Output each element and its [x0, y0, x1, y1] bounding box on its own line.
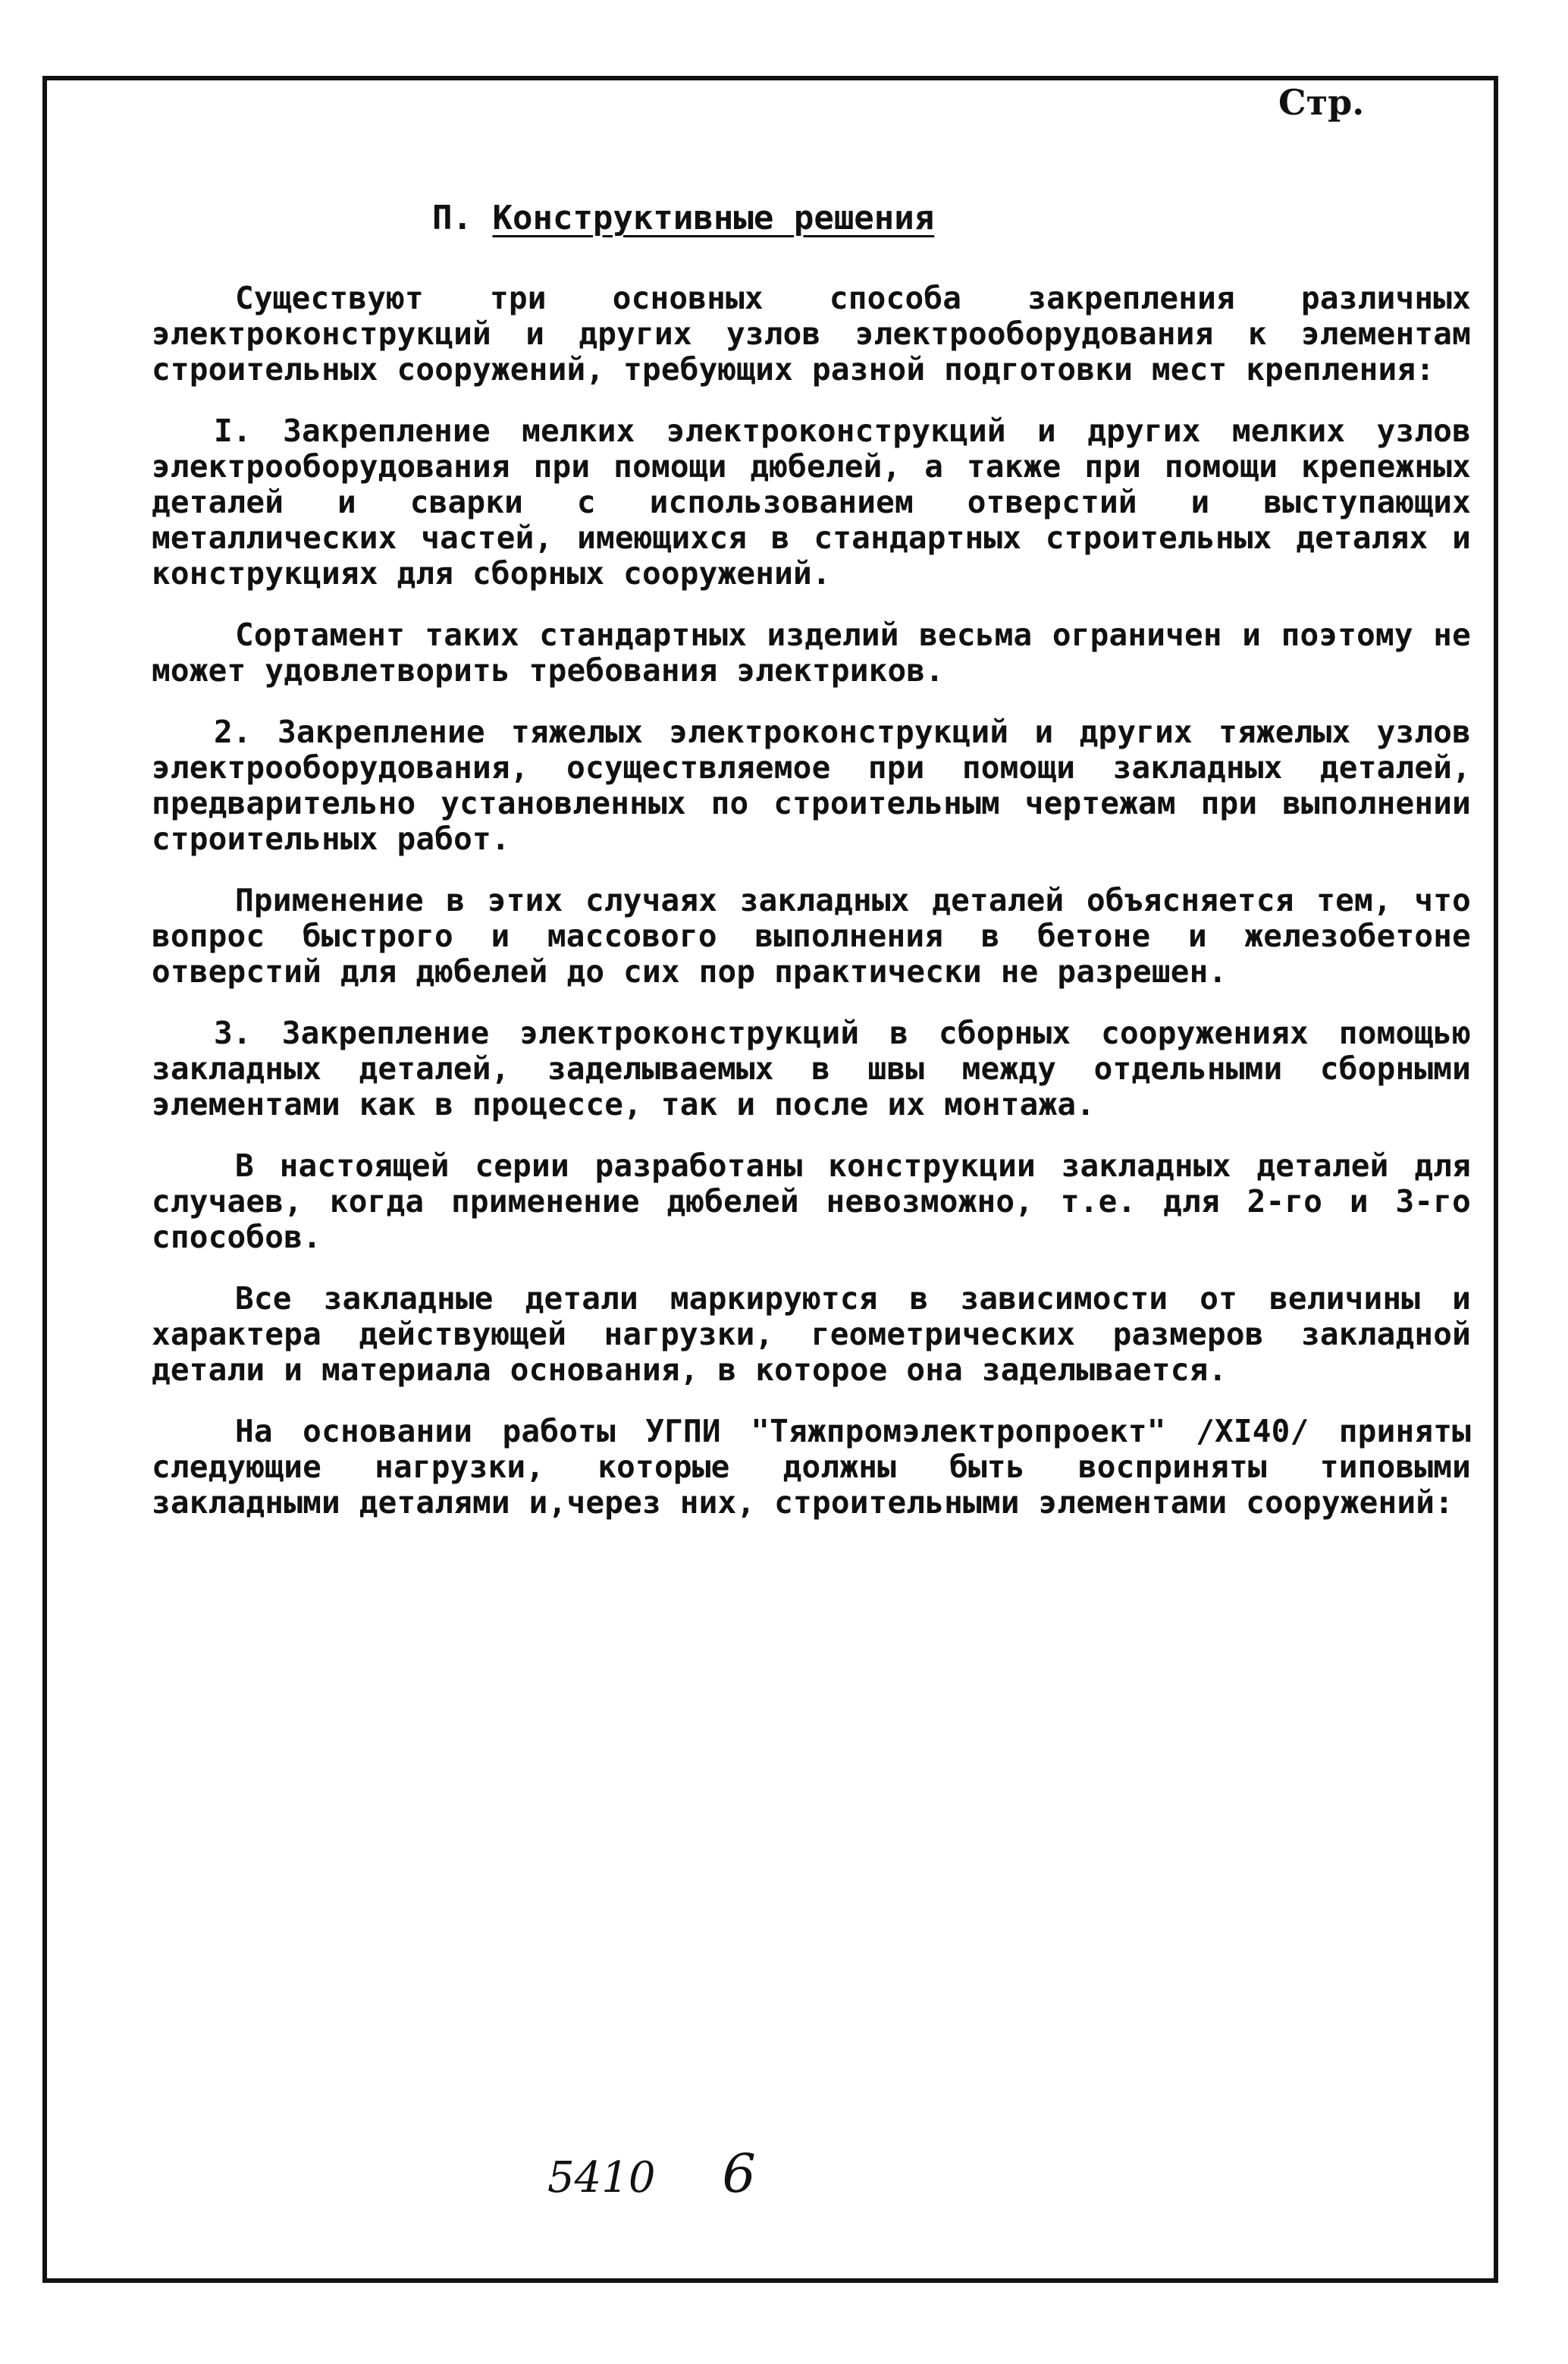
paragraph-assortment: Сортамент таких стандартных изделий весьма ограничен и поэтому не может удовлетворить требования электриков.	[152, 617, 1471, 689]
paragraph-intro: Существуют три основных способа закрепления различных электроконструкций и других узлов электрооборудования к элементам строительных сооружений, требующих разной подготовки мест крепления:	[152, 280, 1471, 388]
section-title	[432, 199, 934, 237]
paragraph-method-3: 3. Закрепление электроконструкций в сборных сооружениях помощью закладных деталей, заделываемых в швы между отдельными сборными элементами как в процессе, так и после их монтажа.	[152, 1015, 1471, 1122]
document-body	[152, 281, 1471, 1546]
sheet-number: 6	[722, 2143, 756, 2205]
paragraph-marking: Все закладные детали маркируются в зависимости от величины и характера действующей нагрузки, геометрических размеров закладной детали и материала основания, в которое она заделывается.	[152, 1280, 1471, 1388]
paragraph-method-2: 2. Закрепление тяжелых электроконструкций и других тяжелых узлов электрооборудования, осуществляемое при помощи закладных деталей, предварительно установленных по строительным чертежам при выполнении строительных работ.	[152, 714, 1471, 857]
paragraph-loads: На основании работы УГПИ "Тяжпромэлектропроект" /XI40/ приняты следующие нагрузки, которые должны быть восприняты типовыми закладными деталями и,через них, строительными элементами сооружений:	[152, 1413, 1471, 1521]
document-code: 5410	[547, 2153, 656, 2202]
handwritten-footer	[547, 2143, 756, 2205]
section-number: П.	[432, 199, 472, 237]
section-title-text: Конструктивные решения	[492, 199, 935, 237]
paragraph-series: В настоящей серии разработаны конструкции закладных деталей для случаев, когда применение дюбелей невозможно, т.е. для 2-го и 3-го способов.	[152, 1147, 1471, 1255]
paragraph-application: Применение в этих случаях закладных деталей объясняется тем, что вопрос быстрого и массового выполнения в бетоне и железобетоне отверстий для дюбелей до сих пор практически не разрешен.	[152, 882, 1471, 990]
page-label: Стр.	[1278, 82, 1365, 123]
paragraph-method-1: I. Закрепление мелких электроконструкций и других мелких узлов электрооборудования при помощи дюбелей, а также при помощи крепежных деталей и сварки с использованием отверстий и выступающих металлических частей, имеющихся в стандартных строительных деталях и конструкциях для сборных сооружений.	[152, 413, 1471, 592]
